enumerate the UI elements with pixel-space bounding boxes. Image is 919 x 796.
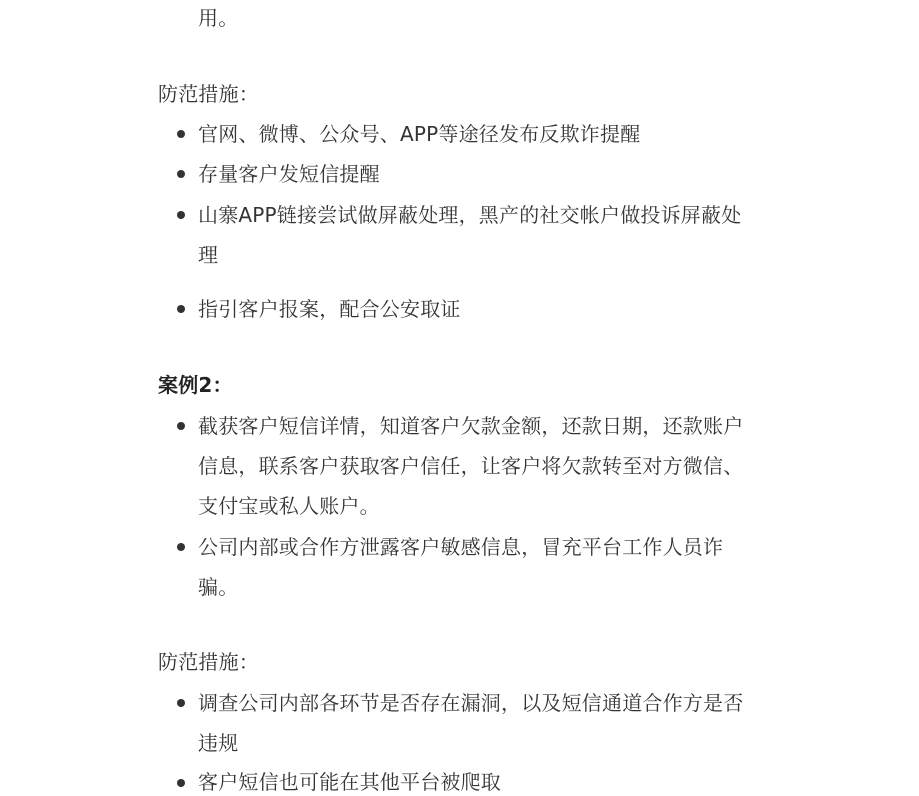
list-item-continuation: 信息，联系客户获取客户信任，让客户将欠款转至对方微信、	[198, 454, 744, 478]
list-item: 指引客户报案，配合公安取证	[198, 297, 461, 321]
list-item: 存量客户发短信提醒	[198, 162, 380, 186]
list-item-continuation: 支付宝或私人账户。	[198, 494, 380, 518]
bullet-dot	[177, 211, 185, 219]
bullet-dot	[177, 422, 185, 430]
list-item-continuation: 骗。	[198, 575, 239, 599]
measures-label: 防范措施：	[158, 82, 259, 106]
bullet-dot	[177, 699, 185, 707]
bullet-dot	[177, 170, 185, 178]
list-item: 官网、微博、公众号、APP等途径发布反欺诈提醒	[198, 122, 641, 146]
list-item: 公司内部或合作方泄露客户敏感信息，冒充平台工作人员诈	[198, 535, 724, 559]
measures-label: 防范措施：	[158, 650, 259, 674]
continuation-text: 用。	[198, 6, 239, 30]
list-item: 截获客户短信详情，知道客户欠款金额，还款日期，还款账户	[198, 414, 744, 438]
list-item: 客户短信也可能在其他平台被爬取	[198, 770, 501, 794]
bullet-dot	[177, 779, 185, 787]
case-title: 案例2：	[158, 373, 233, 397]
bullet-dot	[177, 543, 185, 551]
list-item-continuation: 违规	[198, 731, 239, 755]
list-item: 山寨APP链接尝试做屏蔽处理，黑产的社交帐户做投诉屏蔽处	[198, 203, 742, 227]
bullet-dot	[177, 305, 185, 313]
list-item: 调查公司内部各环节是否存在漏洞，以及短信通道合作方是否	[198, 691, 744, 715]
bullet-dot	[177, 130, 185, 138]
list-item-continuation: 理	[198, 243, 219, 267]
